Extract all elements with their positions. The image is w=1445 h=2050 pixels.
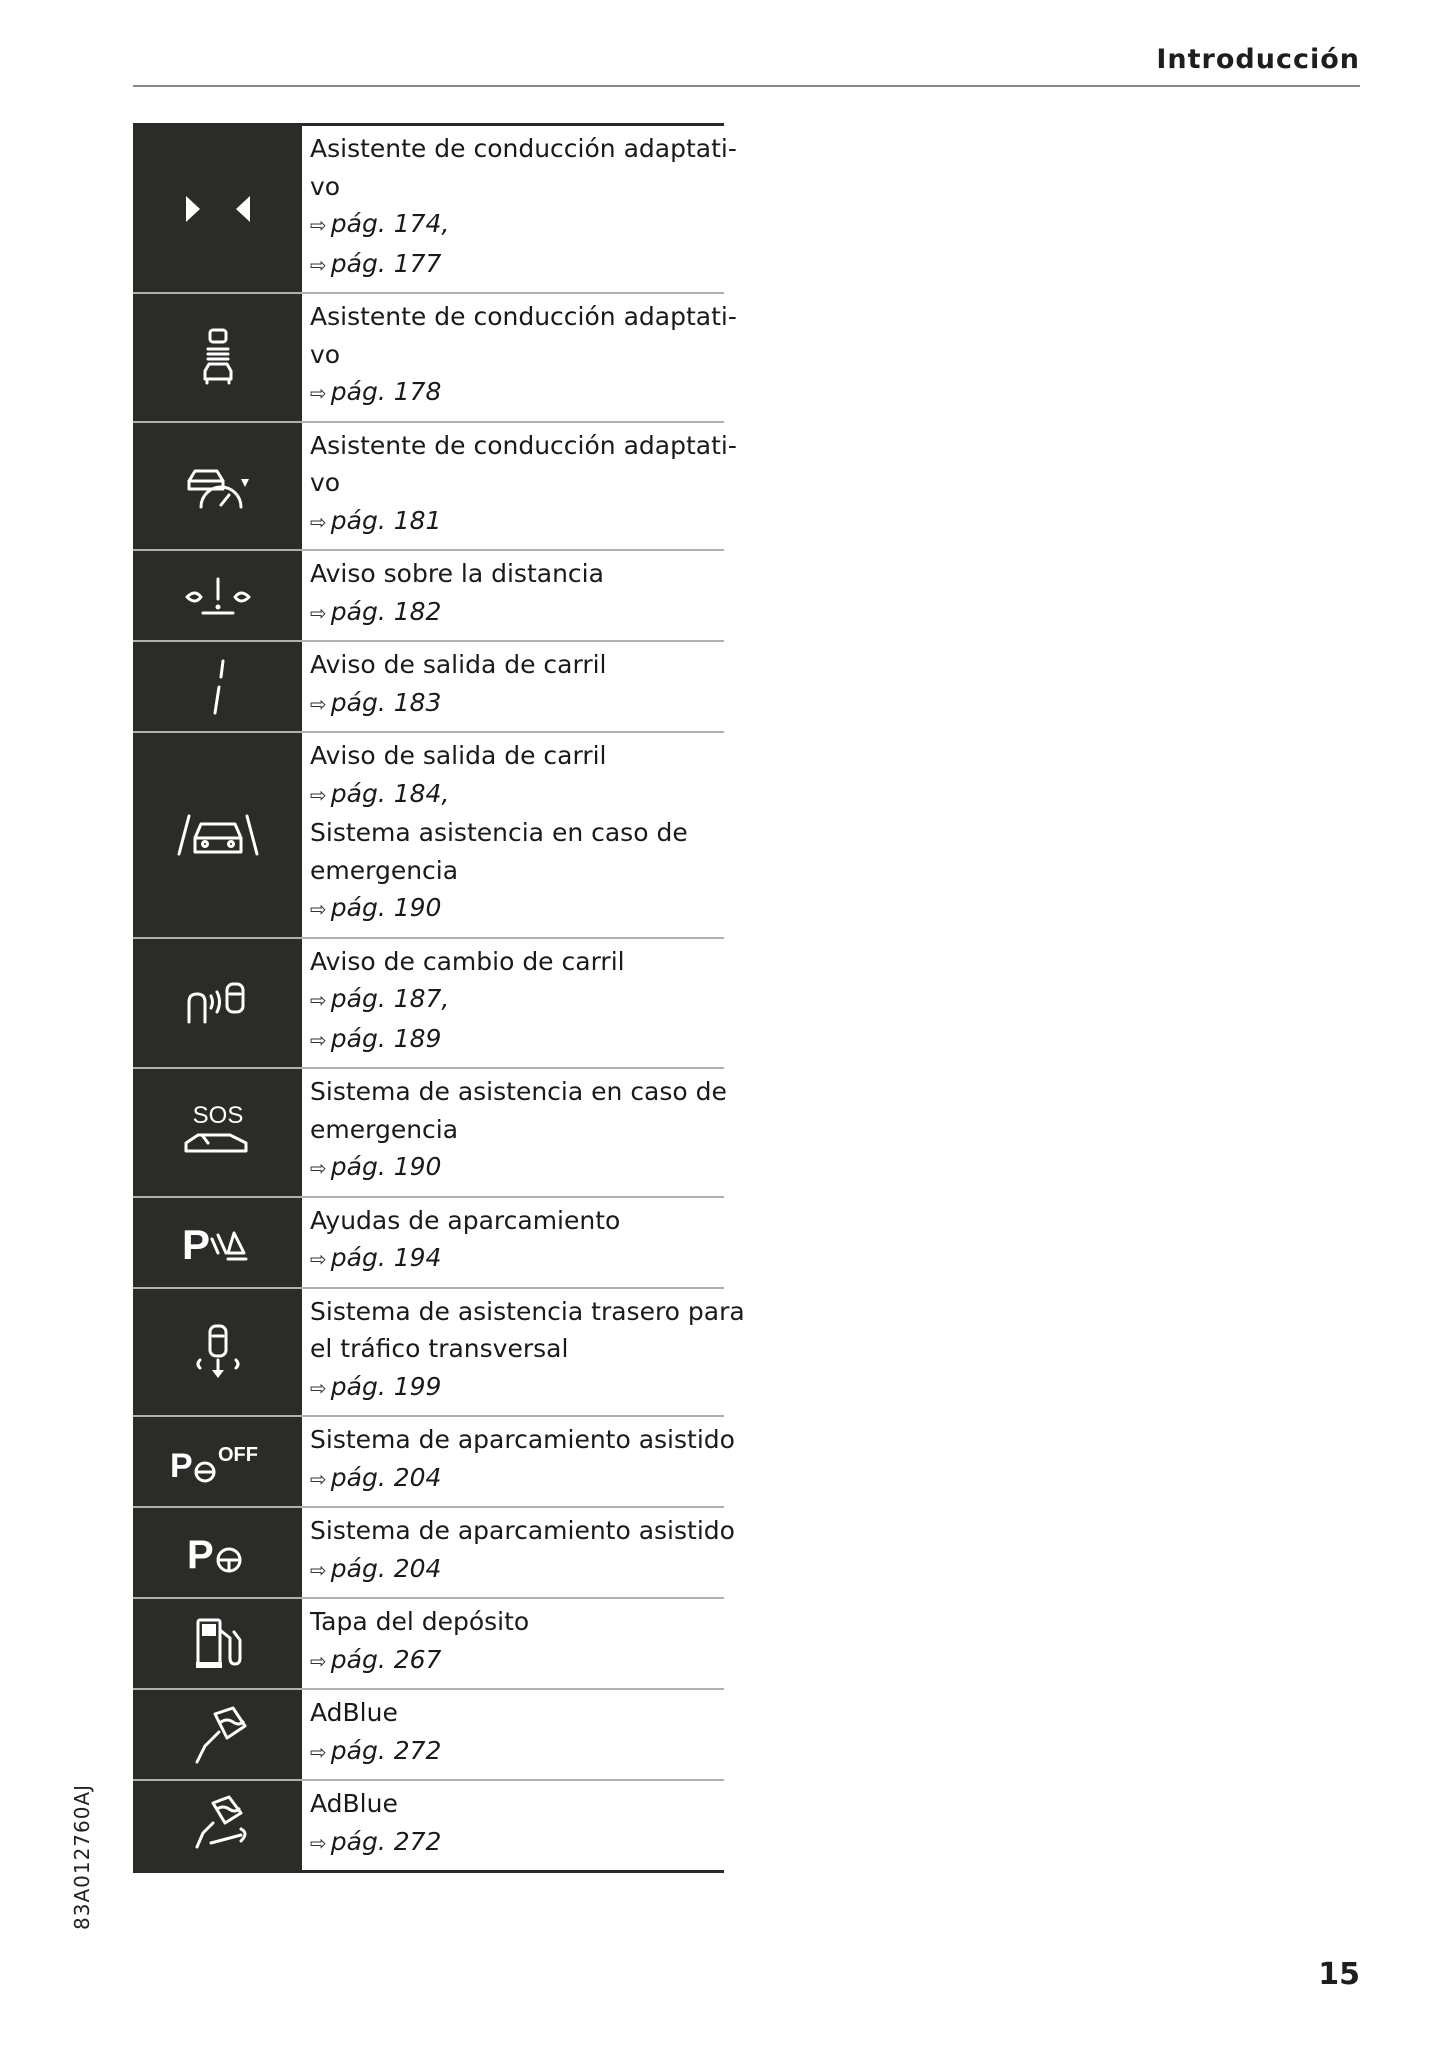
description-text: vo [310, 171, 341, 201]
table-row [133, 939, 724, 1070]
page-reference[interactable]: ⇨ pág. 187, [310, 984, 450, 1013]
page-number: 15 [1318, 1957, 1360, 1992]
page-reference[interactable]: ⇨ pág. 182 [310, 596, 442, 626]
adblue-refill-icon [133, 1690, 302, 1779]
indicator-table [133, 123, 745, 1873]
table-row [133, 733, 724, 939]
arrow-icon: ⇨ [310, 381, 327, 405]
sos-label: SOS [192, 1102, 243, 1130]
arrow-icon: ⇨ [310, 782, 327, 807]
description-cell [302, 1781, 724, 1870]
description-text: Sistema de aparcamiento asistido [310, 1425, 735, 1454]
description-cell [302, 642, 724, 731]
arrow-icon: ⇨ [310, 1247, 327, 1271]
description-text: vo [310, 468, 341, 497]
arrow-icon: ⇨ [310, 1466, 327, 1491]
table-row [133, 1508, 735, 1599]
page-reference[interactable]: ⇨ pág. 204 [310, 1553, 442, 1583]
description-text: el tráfico transversal [310, 1334, 569, 1363]
cars-distance-icon [133, 294, 302, 421]
description-text: Sistema de asistencia en caso de [310, 1077, 727, 1106]
page-reference[interactable]: ⇨ pág. 272 [310, 1826, 442, 1856]
park-assist-off-icon [133, 1417, 302, 1506]
page-reference[interactable]: ⇨ pág. 189 [310, 1023, 442, 1053]
sos-car-icon [133, 1069, 302, 1196]
svg-text:P: P [186, 1532, 214, 1577]
description-text: AdBlue [310, 1789, 398, 1818]
adblue-service-icon [133, 1781, 302, 1870]
svg-text:OFF: OFF [217, 1443, 258, 1466]
description-text: Asistente de conducción adaptati- [310, 302, 737, 331]
park-assist-icon [133, 1508, 302, 1597]
description-cell [302, 1690, 724, 1779]
description-cell [302, 939, 724, 1068]
page-reference[interactable]: ⇨ pág. 267 [310, 1644, 442, 1674]
parking-aid-icon [133, 1198, 302, 1287]
description-cell [302, 423, 737, 550]
description-cell [302, 1069, 727, 1196]
table-row [133, 1417, 735, 1508]
arrow-icon: ⇨ [310, 213, 327, 237]
description-text: Aviso de cambio de carril [310, 946, 625, 976]
svg-text:P: P [169, 1446, 193, 1485]
description-cell [302, 1198, 724, 1287]
table-row [133, 1198, 724, 1289]
page-reference[interactable]: ⇨ pág. 272 [310, 1735, 442, 1765]
distance-warning-icon [133, 551, 302, 640]
page-reference[interactable]: ⇨ pág. 183 [310, 687, 442, 717]
description-text: Tapa del depósito [310, 1607, 530, 1636]
document-code: 83A012760AJ [70, 1783, 94, 1930]
page-reference[interactable]: ⇨ pág. 178 [310, 377, 442, 406]
car-speedometer-icon [133, 423, 302, 550]
page-reference[interactable]: ⇨ pág. 181 [310, 505, 442, 535]
table-row [133, 1781, 724, 1870]
description-cell [302, 551, 724, 640]
table-row [133, 1690, 724, 1781]
description-text: Aviso de salida de carril [310, 650, 607, 679]
description-text: Asistente de conducción adaptati- [310, 134, 737, 163]
arrow-icon: ⇨ [310, 988, 327, 1012]
table-row [133, 126, 737, 294]
page-reference[interactable]: ⇨ pág. 177 [310, 248, 442, 278]
table-row [133, 551, 724, 642]
table-row [133, 423, 737, 552]
arrow-icon: ⇨ [310, 1375, 327, 1400]
arrow-icon: ⇨ [310, 1830, 327, 1855]
page-reference[interactable]: ⇨ pág. 184, [310, 778, 450, 808]
arrow-icon: ⇨ [310, 509, 327, 534]
arrow-icon: ⇨ [310, 252, 327, 277]
description-text: AdBlue [310, 1698, 398, 1727]
page-header-title: Introducción [1156, 44, 1360, 75]
svg-text:P: P [181, 1221, 210, 1267]
fuel-pump-icon [133, 1599, 302, 1688]
description-cell [302, 1599, 724, 1688]
description-cell [302, 733, 724, 937]
lane-change-icon [133, 939, 302, 1068]
description-cell [302, 1289, 745, 1416]
description-text: Aviso de salida de carril [310, 741, 607, 770]
header-rule [133, 85, 1360, 87]
description-text: Sistema de asistencia trasero para [310, 1296, 745, 1326]
table-row [133, 294, 737, 423]
adaptive-drive-triangles-icon [133, 126, 302, 292]
lane-line-icon [133, 642, 302, 731]
arrow-icon: ⇨ [310, 897, 327, 921]
table-row [133, 1069, 727, 1198]
description-text: Asistente de conducción adaptati- [310, 430, 737, 460]
description-text: Sistema asistencia en caso de [310, 818, 688, 847]
page-reference[interactable]: ⇨ pág. 174, [310, 209, 450, 238]
page-reference[interactable]: ⇨ pág. 190 [310, 893, 442, 922]
table-row [133, 1599, 724, 1690]
rear-cross-traffic-icon [133, 1289, 302, 1416]
description-text: Sistema de aparcamiento asistido [310, 1516, 735, 1545]
description-cell [302, 294, 737, 421]
arrow-icon: ⇨ [310, 600, 327, 625]
description-text: Ayudas de aparcamiento [310, 1205, 621, 1235]
table-row [133, 1289, 745, 1418]
arrow-icon: ⇨ [310, 1156, 327, 1180]
description-text: vo [310, 339, 341, 369]
description-text: emergencia [310, 855, 459, 885]
page-reference[interactable]: ⇨ pág. 204 [310, 1462, 442, 1492]
car-lanes-icon [133, 733, 302, 937]
arrow-icon: ⇨ [310, 1027, 327, 1052]
description-cell [302, 1417, 735, 1506]
arrow-icon: ⇨ [310, 1739, 327, 1764]
description-cell [302, 126, 737, 292]
page-reference[interactable]: ⇨ pág. 190 [310, 1152, 442, 1181]
page-reference[interactable]: ⇨ pág. 194 [310, 1243, 442, 1272]
arrow-icon: ⇨ [310, 1557, 327, 1582]
description-text: emergencia [310, 1114, 459, 1144]
table-row [133, 642, 724, 733]
page-reference[interactable]: ⇨ pág. 199 [310, 1371, 442, 1401]
arrow-icon: ⇨ [310, 1648, 327, 1673]
description-cell [302, 1508, 735, 1597]
description-text: Aviso sobre la distancia [310, 559, 604, 588]
arrow-icon: ⇨ [310, 691, 327, 716]
